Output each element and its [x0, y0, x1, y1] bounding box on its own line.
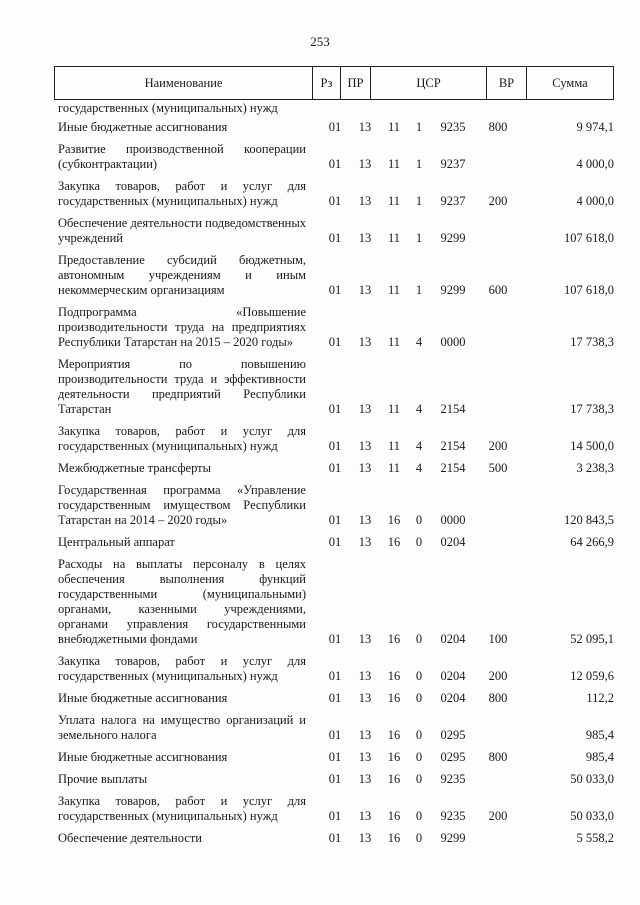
row-csr-2: 0 [415, 691, 423, 705]
row-csr-2: 0 [415, 831, 423, 845]
row-csr-3: 9235 [440, 772, 466, 786]
row-name: Мероприятия по повышению производительности труда и эффективности деятельности предприятий Республики Татарстан [58, 357, 306, 416]
table-row [54, 483, 614, 528]
row-rz: 01 [328, 809, 342, 823]
row-name: Закупка товаров, работ и услуг для государственных (муниципальных) нужд [58, 424, 306, 453]
row-csr-1: 16 [387, 691, 401, 705]
row-csr-3: 0204 [440, 535, 466, 549]
header-sum: Сумма [552, 75, 588, 90]
row-name: Государственная программа «Управление государственным имуществом Республики Татарстан на 2014 – 2020 годы» [58, 483, 306, 527]
row-csr-2: 0 [415, 772, 423, 786]
row-vr: 800 [488, 750, 508, 764]
row-csr-1: 11 [387, 402, 401, 416]
row-pr: 13 [358, 535, 372, 549]
header-vr: ВР [487, 67, 527, 99]
row-rz: 01 [328, 120, 342, 134]
row-csr-1: 11 [387, 120, 401, 134]
row-csr-2: 1 [415, 283, 423, 297]
row-csr-3: 9237 [440, 194, 466, 208]
row-name: Обеспечение деятельности [58, 831, 203, 845]
row-rz: 01 [328, 632, 342, 646]
row-csr-1: 11 [387, 157, 401, 171]
table-row [54, 772, 614, 787]
row-rz: 01 [328, 439, 342, 453]
row-csr-3: 0204 [440, 632, 466, 646]
row-rz: 01 [328, 461, 342, 475]
row-csr-3: 0204 [440, 691, 466, 705]
row-csr-3: 0000 [440, 335, 466, 349]
row-csr-1: 16 [387, 750, 401, 764]
row-name: Иные бюджетные ассигнования [58, 120, 228, 134]
table-row [54, 305, 614, 350]
row-sum: 17 738,3 [570, 335, 614, 349]
row-pr: 13 [358, 772, 372, 786]
row-csr-2: 1 [415, 120, 423, 134]
row-rz: 01 [328, 335, 342, 349]
row-csr-3: 9235 [440, 120, 466, 134]
table-row [54, 750, 614, 765]
row-csr-3: 9299 [440, 231, 466, 245]
row-pr: 13 [358, 750, 372, 764]
row-rz: 01 [328, 728, 342, 742]
row-csr-3: 0000 [440, 513, 466, 527]
row-name: Обеспечение деятельности подведомственных учреждений [58, 216, 306, 245]
row-pr: 13 [358, 335, 372, 349]
row-rz: 01 [328, 831, 342, 845]
row-csr-3: 2154 [440, 402, 466, 416]
row-pr: 13 [358, 669, 372, 683]
header-csr: ЦСР [371, 67, 487, 99]
row-sum: 985,4 [585, 750, 614, 764]
table-row [54, 691, 614, 706]
table-row [54, 253, 614, 298]
page-number: 253 [310, 34, 330, 49]
row-csr-2: 0 [415, 632, 423, 646]
row-csr-2: 0 [415, 728, 423, 742]
row-sum: 112,2 [586, 691, 614, 705]
row-csr-3: 9237 [440, 157, 466, 171]
row-vr: 800 [488, 120, 508, 134]
row-vr: 200 [488, 809, 508, 823]
row-sum: 985,4 [585, 728, 614, 742]
row-csr-2: 0 [415, 809, 423, 823]
row-csr-3: 0295 [440, 750, 466, 764]
header-name: Наименование [55, 67, 313, 99]
table-row [54, 216, 614, 246]
row-pr: 13 [358, 157, 372, 171]
row-csr-1: 16 [387, 632, 401, 646]
row-csr-2: 4 [415, 402, 423, 416]
table-row [54, 120, 614, 135]
row-csr-2: 1 [415, 157, 423, 171]
row-csr-2: 4 [415, 335, 423, 349]
row-csr-1: 11 [387, 194, 401, 208]
row-csr-1: 11 [387, 461, 401, 475]
row-name: Подпрограмма «Повышение производительности труда на предприятиях Республики Татарстан на 2015 – 2020 годы» [58, 305, 306, 349]
table-header [54, 66, 614, 100]
row-sum: 9 974,1 [576, 120, 614, 134]
row-rz: 01 [328, 283, 342, 297]
table-row [54, 101, 614, 116]
row-name: Иные бюджетные ассигнования [58, 750, 228, 764]
row-csr-3: 2154 [440, 461, 466, 475]
row-pr: 13 [358, 728, 372, 742]
header-rz: Рз [313, 67, 341, 99]
table-row [54, 794, 614, 824]
row-name: Иные бюджетные ассигнования [58, 691, 228, 705]
table-row [54, 713, 614, 743]
row-vr: 500 [488, 461, 508, 475]
row-sum: 4 000,0 [576, 194, 614, 208]
row-csr-2: 4 [415, 461, 423, 475]
row-pr: 13 [358, 120, 372, 134]
row-pr: 13 [358, 809, 372, 823]
table-row [54, 357, 614, 417]
row-name: Расходы на выплаты персоналу в целях обеспечения выполнения функций государственными (муниципальными) органами, казенными учреждениями, органами управления государственными внебюджетными фондами [58, 557, 306, 646]
row-sum: 3 238,3 [576, 461, 614, 475]
row-sum: 4 000,0 [576, 157, 614, 171]
row-sum: 12 059,6 [570, 669, 614, 683]
row-rz: 01 [328, 691, 342, 705]
row-rz: 01 [328, 669, 342, 683]
row-csr-2: 1 [415, 231, 423, 245]
row-csr-1: 16 [387, 809, 401, 823]
row-sum: 107 618,0 [564, 283, 614, 297]
row-vr: 100 [488, 632, 508, 646]
row-rz: 01 [328, 535, 342, 549]
row-csr-1: 11 [387, 439, 401, 453]
row-rz: 01 [328, 157, 342, 171]
row-pr: 13 [358, 691, 372, 705]
row-pr: 13 [358, 231, 372, 245]
row-name: Закупка товаров, работ и услуг для государственных (муниципальных) нужд [58, 654, 306, 683]
row-csr-3: 9299 [440, 831, 466, 845]
row-pr: 13 [358, 439, 372, 453]
row-sum: 17 738,3 [570, 402, 614, 416]
row-csr-2: 1 [415, 194, 423, 208]
row-csr-2: 0 [415, 513, 423, 527]
row-rz: 01 [328, 750, 342, 764]
row-sum: 64 266,9 [570, 535, 614, 549]
table-row [54, 557, 614, 647]
table-body [54, 101, 614, 853]
row-rz: 01 [328, 402, 342, 416]
table-row [54, 654, 614, 684]
row-pr: 13 [358, 283, 372, 297]
row-pr: 13 [358, 402, 372, 416]
row-name: Прочие выплаты [58, 772, 148, 786]
row-sum: 5 558,2 [576, 831, 614, 845]
row-pr: 13 [358, 461, 372, 475]
row-rz: 01 [328, 513, 342, 527]
row-csr-1: 11 [387, 335, 401, 349]
table-row [54, 179, 614, 209]
row-rz: 01 [328, 231, 342, 245]
row-csr-1: 11 [387, 231, 401, 245]
header-pr: ПР [341, 67, 371, 99]
row-vr: 200 [488, 439, 508, 453]
row-vr: 200 [488, 669, 508, 683]
row-sum: 120 843,5 [564, 513, 614, 527]
row-csr-2: 0 [415, 535, 423, 549]
row-name: Уплата налога на имущество организаций и земельного налога [58, 713, 306, 742]
row-name: Центральный аппарат [58, 535, 175, 549]
row-csr-3: 2154 [440, 439, 466, 453]
table-row [54, 831, 614, 846]
row-csr-2: 4 [415, 439, 423, 453]
row-name: Закупка товаров, работ и услуг для государственных (муниципальных) нужд [58, 794, 306, 823]
row-sum: 50 033,0 [570, 809, 614, 823]
row-name: Предоставление субсидий бюджетным, автономным учреждениям и иным некоммерческим организациям [58, 253, 306, 297]
row-csr-3: 9235 [440, 809, 466, 823]
row-csr-2: 0 [415, 750, 423, 764]
row-csr-1: 16 [387, 728, 401, 742]
row-name: Закупка товаров, работ и услуг для государственных (муниципальных) нужд [58, 179, 306, 208]
table-row [54, 461, 614, 476]
row-sum: 107 618,0 [564, 231, 614, 245]
row-vr: 800 [488, 691, 508, 705]
row-pr: 13 [358, 513, 372, 527]
row-csr-2: 0 [415, 669, 423, 683]
row-csr-1: 11 [387, 283, 401, 297]
row-pr: 13 [358, 194, 372, 208]
row-vr: 600 [488, 283, 508, 297]
table-row [54, 142, 614, 172]
row-name: Развитие производственной кооперации (субконтрактации) [58, 142, 306, 171]
row-sum: 50 033,0 [570, 772, 614, 786]
row-vr: 200 [488, 194, 508, 208]
row-rz: 01 [328, 772, 342, 786]
row-sum: 52 095,1 [570, 632, 614, 646]
row-pr: 13 [358, 632, 372, 646]
table-row [54, 424, 614, 454]
row-rz: 01 [328, 194, 342, 208]
row-sum: 14 500,0 [570, 439, 614, 453]
row-csr-1: 16 [387, 772, 401, 786]
row-pr: 13 [358, 831, 372, 845]
table-row [54, 535, 614, 550]
row-csr-1: 16 [387, 535, 401, 549]
row-csr-3: 0204 [440, 669, 466, 683]
row-name: государственных (муниципальных) нужд [58, 101, 278, 115]
row-name: Межбюджетные трансферты [58, 461, 212, 475]
row-csr-1: 16 [387, 513, 401, 527]
row-csr-3: 9299 [440, 283, 466, 297]
row-csr-1: 16 [387, 831, 401, 845]
row-csr-3: 0295 [440, 728, 466, 742]
row-csr-1: 16 [387, 669, 401, 683]
